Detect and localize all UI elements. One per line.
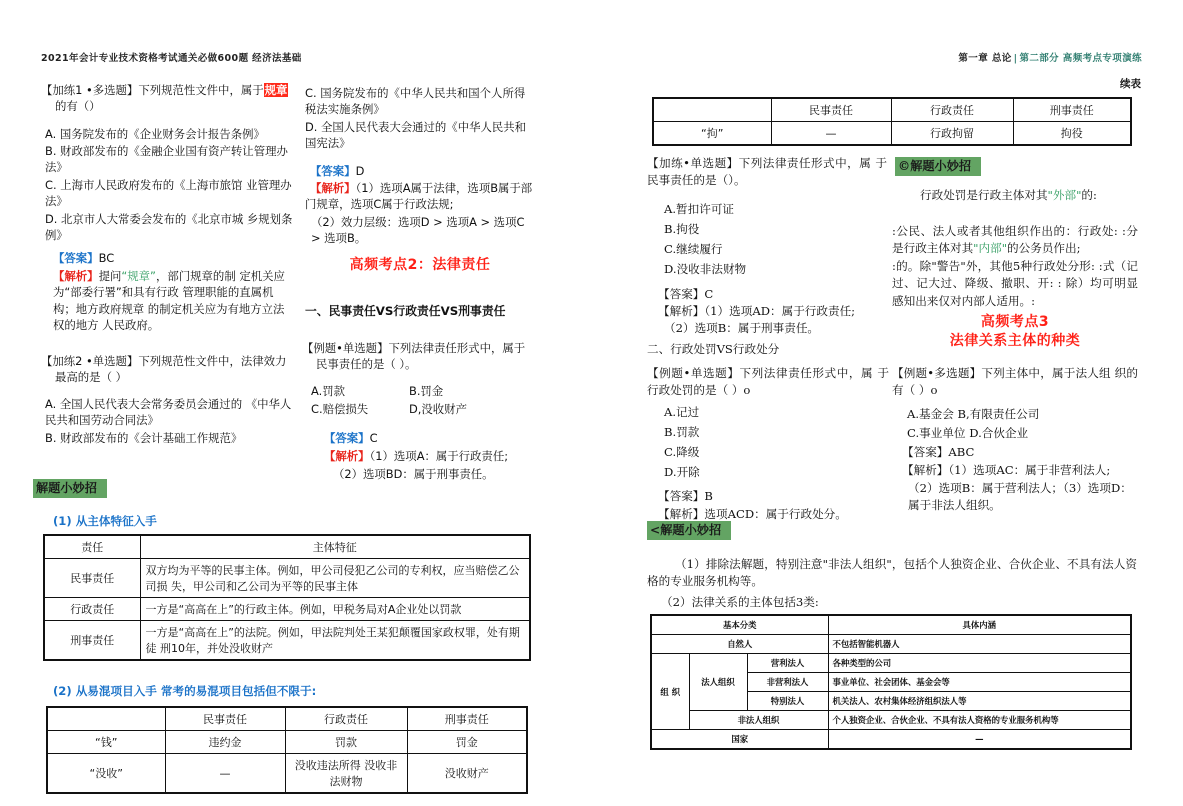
- cell-forprofit-desc: 各种类型的公司: [828, 654, 1131, 673]
- keypoint-3-heading: [892, 313, 1138, 351]
- table-row: [44, 598, 530, 621]
- tip-badge-left: 解题小妙招: [33, 479, 107, 498]
- cell-special-desc: 机关法人、农村集体经济组织法人等: [828, 692, 1131, 711]
- rp-q3-options-1: A.基金会 B,有限责任公司: [907, 407, 1040, 421]
- cell-confiscate-criminal: 没收财产: [407, 754, 527, 794]
- example-option-c: C.赔偿损失: [311, 402, 369, 416]
- table-header-row: [653, 98, 1131, 122]
- cell-natural-person: 自然人: [651, 635, 828, 654]
- tip-line-2-highlight: "内部": [973, 241, 1008, 256]
- cell-unincorporated-org: 非法人组织: [689, 711, 828, 730]
- q2-analysis-label: 【解析】: [310, 181, 356, 195]
- cell-confiscate-admin: 没收违法所得 没收非法财物: [285, 754, 407, 794]
- rp-q3-analysis-1-text: （1）选项AC：属于非营利法人;: [948, 463, 1111, 477]
- table-row: [47, 731, 527, 754]
- q1-stem: [41, 82, 289, 115]
- rp-q1-analysis-label: 【解析】: [658, 304, 705, 318]
- cell-criminal-label: 刑事责任: [44, 621, 140, 661]
- q2-answer-value: D: [355, 164, 365, 178]
- rp-q1-answer: [658, 286, 894, 303]
- keypoint-3-line-2: 法律关系主体的种类: [949, 332, 1081, 349]
- rp-q3-stem: 【例题•多选题】下列主体中，属于法人组 织的有（ ）o: [892, 366, 1138, 398]
- rp-q2-option-b: B.罚款: [664, 425, 700, 439]
- cell-money-criminal: 罚金: [407, 731, 527, 754]
- tip-line-1-highlight: "外部": [1047, 188, 1082, 202]
- table-row: [653, 122, 1131, 146]
- q1-analysis-label: 【解析】: [53, 269, 99, 283]
- rp-q2-answer-label: 【答案】: [658, 489, 705, 503]
- tip-line-1: [898, 187, 1136, 204]
- q1-stem-part-b: 的有（）: [55, 99, 101, 114]
- q2-answer-label: 【答案】: [310, 164, 356, 178]
- tip-line-2-b: 的公务员作出;: [1007, 241, 1081, 256]
- cell-detain-civil: —: [771, 122, 891, 146]
- cell-detain-label: “拘”: [653, 122, 771, 146]
- q2-answer: [310, 163, 534, 179]
- right-page: [592, 0, 1183, 806]
- tip-badge-right-1: ©解题小妙招: [895, 157, 981, 176]
- th-blank: [653, 98, 771, 122]
- example-option-a: A.罚款: [311, 384, 345, 398]
- header-chapter: 第一章 总论: [958, 53, 1012, 64]
- example-option-d: D,没收财产: [409, 402, 467, 416]
- table-row: [44, 559, 530, 598]
- th-feature: 主体特征: [140, 535, 530, 559]
- cell-nonprofit-legal-person: 非营利法人: [747, 673, 828, 692]
- subject-feature-table: [43, 534, 531, 661]
- rp-q2-option-a: A.记过: [664, 405, 700, 419]
- keypoint-2-heading: 高频考点2：法律责任: [349, 257, 491, 273]
- cell-legal-person-org: 法人组织: [689, 654, 747, 711]
- rp-q1-option-a: A.暂扣许可证: [664, 202, 735, 216]
- th-criminal: 刑事责任: [1013, 98, 1131, 122]
- q2-option-b: B. 财政部发布的《会计基础工作规范》: [45, 431, 243, 445]
- th-responsibility: 责任: [44, 535, 140, 559]
- rp-q3-answer: [902, 444, 1138, 461]
- tip-line-3: :的。除"警告"外，其他5种行政处分形: :式（记过、记大过、降级、撤职、开: : 除）均可明显感知出来仅对内部人适用。:: [892, 259, 1138, 308]
- q2-analysis: [305, 180, 535, 213]
- cell-civil-desc: 双方均为平等的民事主体。例如，甲公司侵犯乙公司的专利权，应当赔偿乙公司损 失，甲公司和乙公司为平等的民事主体: [140, 559, 530, 598]
- table-row: [44, 621, 530, 661]
- rp-q3-analysis-1: [902, 462, 1142, 479]
- q1-option-a: A. 国务院发布的《企业财务会计报告条例》: [45, 127, 265, 141]
- q2-analysis-2: （2）效力层级：选项D > 选项A > 选项C > 选项B。: [311, 215, 525, 246]
- rp-q1-analysis-2: （2）选项B：属于刑事责任。: [664, 321, 820, 335]
- q2-option-a: A. 全国人民代表大会常务委员会通过的 《中华人民共和国劳动合同法》: [45, 397, 292, 428]
- q1-option-c: C. 上海市人民政府发布的《上海市旅馆 业管理办法》: [45, 178, 292, 209]
- example-answer: [324, 430, 534, 446]
- rp-q1-stem: 【加练•单选题】下列法律责任形式中，属 于民事责任的是（）。: [647, 156, 887, 188]
- cell-state-desc: —: [828, 730, 1131, 750]
- rp-q3-analysis-label: 【解析】: [902, 463, 949, 477]
- q1-answer-value: BC: [98, 251, 115, 265]
- section-1-heading: 一、民事责任VS行政责任VS刑事责任: [305, 304, 506, 318]
- table-row: [651, 635, 1131, 654]
- example-option-b: B.罚金: [409, 384, 444, 398]
- cell-forprofit-legal-person: 营利法人: [747, 654, 828, 673]
- cell-admin-label: 行政责任: [44, 598, 140, 621]
- cell-detain-criminal: 拘役: [1013, 122, 1131, 146]
- rp-q3-options-2: C.事业单位 D.合伙企业: [907, 426, 1029, 440]
- tip2-line-1: （1）排除法解题，特别注意"非法人组织"，包括个人独资企业、合伙企业、不具有法人资格的专业服务机构等。: [647, 557, 1137, 589]
- cell-money-label: “钱”: [47, 731, 165, 754]
- q1-answer: [53, 250, 301, 266]
- cell-money-admin: 罚款: [285, 731, 407, 754]
- tip-line-1-a: 行政处罚是行政主体对其: [920, 188, 1048, 202]
- rp-q1-option-d: D.没收非法财物: [664, 262, 747, 276]
- th-admin: 行政责任: [891, 98, 1013, 122]
- th-specific-meaning: 具体内涵: [828, 615, 1131, 635]
- q1-analysis-b: ，部门规章的制 定机关应为“部委行署”和具有行政 管理职能的直属机构；地方政府规章 的制定机关应为有地方立法权的地方 人民政府。: [53, 269, 285, 333]
- table-header-row: [651, 615, 1131, 635]
- q1-option-c-cont: C. 国务院发布的《中华人民共和国个人所得税法实施条例》: [305, 86, 526, 117]
- q1-analysis: [53, 268, 293, 334]
- rp-q2-analysis-label: 【解析】: [658, 507, 705, 521]
- q1-answer-label: 【答案】: [53, 251, 99, 265]
- th-civil: 民事责任: [165, 707, 285, 731]
- rp-q2-analysis-text: 选项ACD：属于行政处分。: [704, 507, 847, 521]
- continued-label: 续表: [1120, 78, 1141, 90]
- cell-confiscate-civil: —: [165, 754, 285, 794]
- example-analysis-2: （2）选项BD：属于刑事责任。: [333, 467, 494, 481]
- rp-q3-analysis-2: （2）选项B：属于营利法人；（3）选项D：属于非法人组织。: [908, 481, 1132, 513]
- table-row: [651, 654, 1131, 673]
- example-analysis-label: 【解析】: [324, 449, 370, 463]
- cell-criminal-desc: 一方是“高高在上”的法院。例如，甲法院判处王某犯颠覆国家政权罪，处有期徒 刑10年，并处没收财产: [140, 621, 530, 661]
- rp-q1-option-b: B.拘役: [664, 222, 700, 236]
- confusable-items-table: [46, 706, 528, 794]
- cell-state: 国家: [651, 730, 828, 750]
- table-header-row: [44, 535, 530, 559]
- cell-detain-admin: 行政拘留: [891, 122, 1013, 146]
- th-admin: 行政责任: [285, 707, 407, 731]
- header-left: 2021年会计专业技术资格考试通关必做600题 经济法基础: [41, 53, 302, 64]
- cell-organization: 组 织: [651, 654, 689, 730]
- rp-q3-answer-label: 【答案】: [902, 445, 949, 459]
- cell-money-civil: 违约金: [165, 731, 285, 754]
- tip2-line-2: （2）法律关系的主体包括3类:: [661, 595, 819, 609]
- q1-option-d: D. 北京市人大常委会发布的《北京市城 乡规划条例》: [45, 212, 293, 243]
- rp-q2-stem: 【例题•单选题】下列法律责任形式中，属 于行政处罚的是（ ）o: [647, 366, 889, 398]
- th-civil: 民事责任: [771, 98, 891, 122]
- example-analysis-1: [324, 448, 538, 464]
- cell-nonprofit-desc: 事业单位、社会团体、基金会等: [828, 673, 1131, 692]
- rp-q1-answer-value: C: [704, 287, 714, 301]
- example-analysis-1-text: （1）选项A：属于行政责任;: [369, 449, 509, 463]
- table-header-row: [47, 707, 527, 731]
- rp-q2-option-d: D.开除: [664, 465, 700, 479]
- q2-analysis-1: （1）选项A属于法律，选项B属于部门规章，选项C属于行政法规;: [305, 181, 533, 212]
- th-basic-classification: 基本分类: [651, 615, 828, 635]
- rp-q2-answer: [658, 488, 894, 505]
- subheading-1: (1) 从主体特征入手: [53, 514, 157, 528]
- cell-civil-label: 民事责任: [44, 559, 140, 598]
- rp-q3-answer-value: ABC: [948, 445, 975, 459]
- tip-line-2: [892, 223, 1138, 258]
- q2-stem: 【加练2 •单选题】下列规范性文件中，法律效力最高的是（ ）: [41, 354, 287, 385]
- table-row: [47, 754, 527, 794]
- th-blank: [47, 707, 165, 731]
- rp-q1-option-c: C.继续履行: [664, 242, 723, 256]
- cell-unincorporated-desc: 个人独资企业、合伙企业、不具有法人资格的专业服务机构等: [828, 711, 1131, 730]
- rp-q2-option-c: C.降级: [664, 445, 700, 459]
- cell-natural-person-desc: 不包括智能机器人: [828, 635, 1131, 654]
- q1-option-b: B. 财政部发布的《金融企业国有资产转让管理办法》: [45, 144, 288, 175]
- subheading-2: (2) 从易混项目入手 常考的易混项目包括但不限于:: [53, 684, 317, 698]
- q1-stem-part-a: 【加练1 •多选题】下列规范性文件中，属于: [41, 83, 264, 97]
- th-criminal: 刑事责任: [407, 707, 527, 731]
- tip-line-2-a: :公民、法人或者其他组织作出的：行政处: :分是行政主体对其: [892, 224, 1138, 256]
- legal-subject-table: [650, 614, 1132, 750]
- detention-table: [652, 97, 1132, 146]
- rp-q2-answer-value: B: [704, 489, 713, 503]
- table-row: [651, 711, 1131, 730]
- cell-confiscate-label: “没收”: [47, 754, 165, 794]
- example-stem: 【例题•单选题】下列法律责任形式中，属于民事责任的是（ ）。: [302, 341, 526, 372]
- tip-line-1-b: 的:: [1081, 188, 1097, 202]
- cell-admin-desc: 一方是“高高在上”的行政主体。例如，甲税务局对A企业处以罚款: [140, 598, 530, 621]
- example-answer-label: 【答案】: [324, 431, 370, 445]
- header-separator: |: [1013, 53, 1018, 64]
- rp-q1-analysis-1: [658, 303, 898, 320]
- q1-analysis-a: 提问: [98, 269, 122, 283]
- section-2-heading: 二、行政处罚VS行政处分: [647, 342, 780, 356]
- rp-q1-answer-label: 【答案】: [658, 287, 705, 301]
- header-right: [958, 50, 1142, 64]
- tip-badge-right-2: <解题小妙招: [647, 521, 731, 540]
- q1-analysis-quote: “规章”: [121, 269, 156, 283]
- header-section: 第二部分 高频考点专项演练: [1019, 53, 1142, 64]
- keypoint-3-line-1: 高频考点3: [980, 314, 1050, 330]
- cell-special-legal-person: 特别法人: [747, 692, 828, 711]
- q1-option-d-cont: D. 全国人民代表大会通过的《中华人民共和国宪法》: [305, 120, 527, 151]
- example-answer-value: C: [369, 431, 378, 445]
- q1-stem-highlight: 规章: [264, 83, 288, 97]
- table-row: [651, 730, 1131, 750]
- rp-q1-analysis-1-text: （1）选项AD：属于行政责任;: [704, 304, 856, 318]
